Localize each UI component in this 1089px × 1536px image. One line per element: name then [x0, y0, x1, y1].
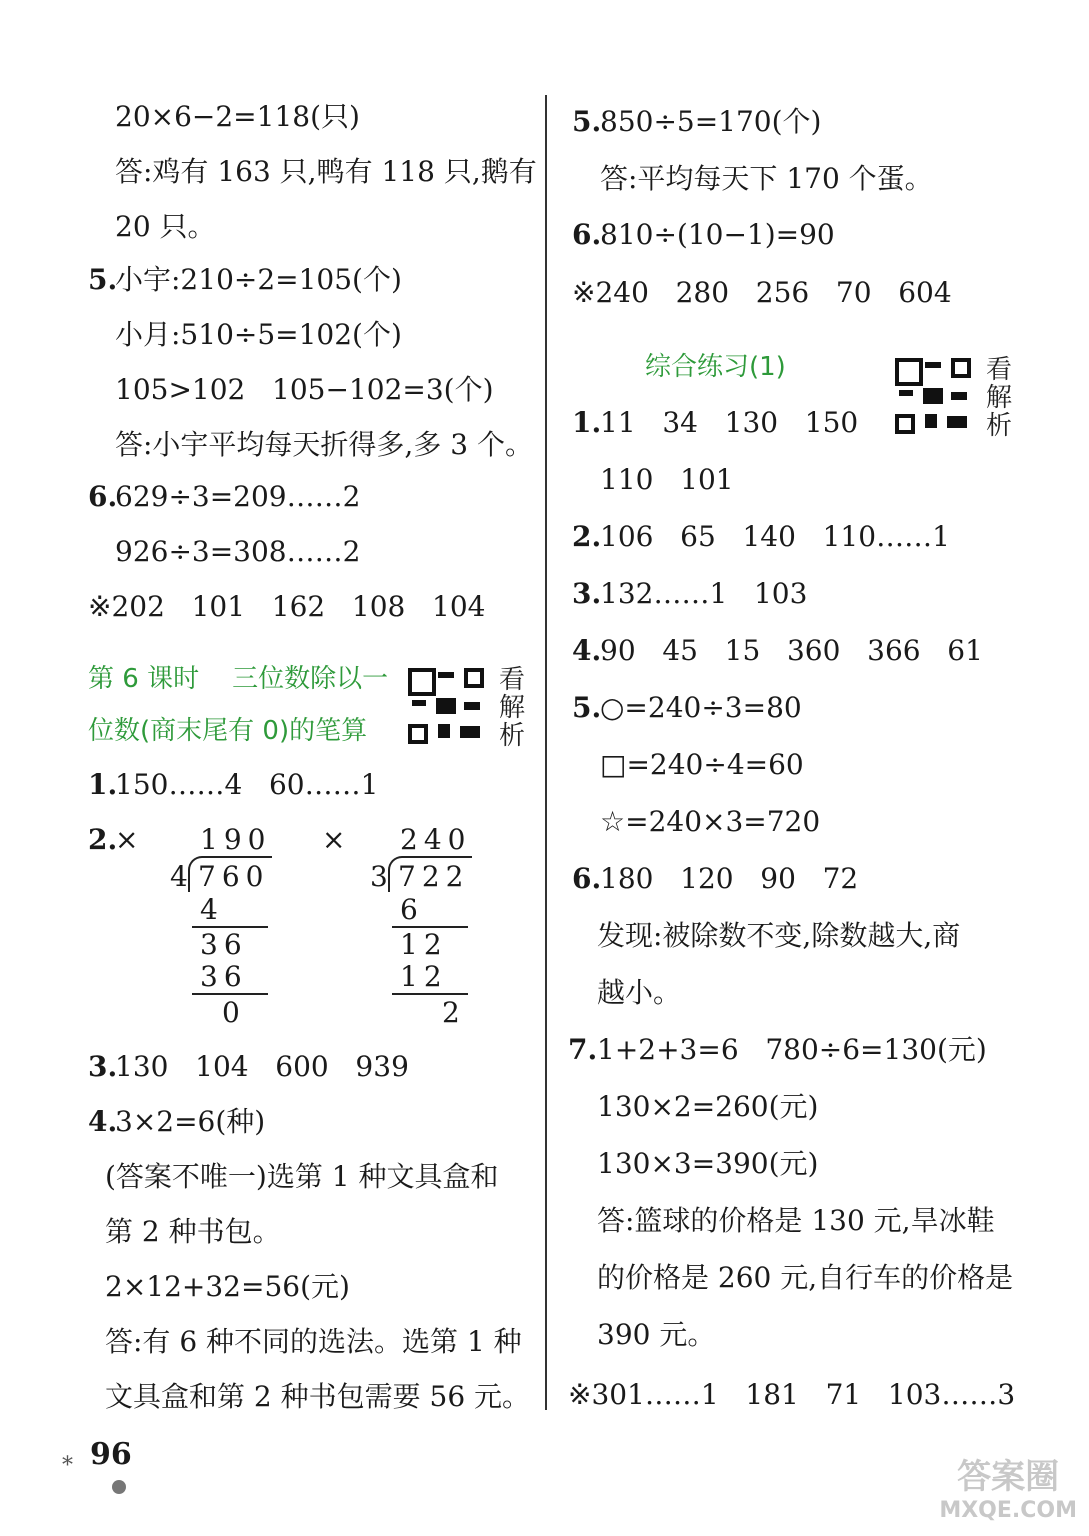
- text-line: 小宇:210÷2=105(个): [115, 263, 402, 296]
- division-step: 36: [200, 928, 248, 961]
- text-line: 150……4 60……1: [115, 768, 379, 801]
- text-line: □=240÷4=60: [600, 748, 804, 781]
- text-line: 629÷3=209……2: [115, 480, 361, 513]
- question-number: 6.: [88, 480, 118, 513]
- division-divisor: 3: [370, 860, 394, 893]
- question-number: 1.: [88, 768, 118, 801]
- watermark-text: 答案圈: [957, 1457, 1060, 1497]
- text-line: 130 104 600 939: [115, 1050, 409, 1083]
- text-line: 发现:被除数不变,除数越大,商: [597, 919, 961, 952]
- question-number: 5.: [88, 263, 118, 296]
- section-title: 位数(商末尾有 0)的笔算: [88, 716, 368, 746]
- question-number: 4.: [572, 634, 602, 667]
- page-number: 96: [90, 1437, 132, 1472]
- question-number: 5.: [572, 105, 602, 138]
- division-step: 4: [200, 893, 224, 926]
- text-line: 11 34 130 150: [600, 406, 859, 439]
- text-line: 小月:510÷5=102(个): [115, 318, 402, 351]
- section-title: 综合练习(1): [645, 352, 786, 382]
- text-line: 810÷(10−1)=90: [600, 218, 835, 251]
- question-number: 5.: [572, 691, 602, 724]
- text-line: (答案不唯一)选第 1 种文具盒和: [105, 1160, 499, 1193]
- qr-code-icon: [408, 668, 484, 744]
- question-number: 7.: [568, 1033, 598, 1066]
- text-line: 110 101: [600, 463, 734, 496]
- decoration-dot-icon: [112, 1480, 126, 1494]
- text-line: 答:平均每天下 170 个蛋。: [600, 162, 933, 195]
- division-step: 36: [200, 960, 248, 993]
- text-line: 越小。: [597, 976, 682, 1009]
- text-line: 20 只。: [115, 210, 216, 243]
- text-line: 答:鸡有 163 只,鸭有 118 只,鹅有: [115, 155, 537, 188]
- question-number: 2.: [88, 823, 118, 856]
- text-line: 132……1 103: [600, 577, 808, 610]
- text-line: 答:小宇平均每天折得多,多 3 个。: [115, 428, 533, 461]
- question-number: 2.: [572, 520, 602, 553]
- division-step: 12: [400, 960, 448, 993]
- qr-label: 看解析: [498, 665, 525, 751]
- text-line: 90 45 15 360 366 61: [600, 634, 983, 667]
- text-line: 926÷3=308……2: [115, 535, 361, 568]
- text-line: ※240 280 256 70 604: [572, 276, 952, 309]
- division-line: [192, 993, 268, 995]
- text-line: 20×6−2=118(只): [115, 100, 360, 133]
- text-line: ※202 101 162 108 104: [88, 590, 486, 623]
- text-line: 105>102 105−102=3(个): [115, 373, 494, 406]
- wrong-mark: ×: [115, 823, 139, 856]
- text-line: 130×2=260(元): [597, 1090, 819, 1123]
- text-line: 850÷5=170(个): [600, 105, 822, 138]
- text-line: 第 2 种书包。: [105, 1215, 281, 1248]
- section-title: 第 6 课时 三位数除以一: [88, 664, 389, 694]
- text-line: 答:篮球的价格是 130 元,旱冰鞋: [597, 1204, 995, 1237]
- division-step: 12: [400, 928, 448, 961]
- division-line: [392, 993, 468, 995]
- text-line: 106 65 140 110……1: [600, 520, 950, 553]
- text-line: ○=240÷3=80: [600, 691, 802, 724]
- question-number: 6.: [572, 218, 602, 251]
- division-dividend: 722: [398, 860, 470, 893]
- question-number: 3.: [572, 577, 602, 610]
- watermark-text: MXQE.COM: [939, 1498, 1077, 1523]
- text-line: 130×3=390(元): [597, 1147, 819, 1180]
- question-number: 3.: [88, 1050, 118, 1083]
- division-quotient: 190: [200, 823, 272, 856]
- question-number: 6.: [572, 862, 602, 895]
- text-line: 2×12+32=56(元): [105, 1270, 350, 1303]
- text-line: 180 120 90 72: [600, 862, 859, 895]
- qr-label: 看解析: [985, 355, 1012, 441]
- division-dividend: 760: [198, 860, 270, 893]
- division-step: 2: [442, 996, 466, 1029]
- text-line: 390 元。: [597, 1318, 716, 1351]
- division-step: 6: [400, 893, 424, 926]
- text-line: 答:有 6 种不同的选法。选第 1 种: [105, 1325, 522, 1358]
- question-number: 1.: [572, 406, 602, 439]
- text-line: ※301……1 181 71 103……3: [568, 1378, 1016, 1411]
- wrong-mark: ×: [322, 823, 346, 856]
- text-line: 3×2=6(种): [115, 1105, 266, 1138]
- text-line: ☆=240×3=720: [600, 805, 821, 838]
- division-step: 0: [222, 996, 246, 1029]
- division-quotient: 240: [400, 823, 472, 856]
- decoration-star-icon: ⁎: [62, 1446, 73, 1471]
- division-divisor: 4: [170, 860, 194, 893]
- column-divider: [545, 95, 547, 1410]
- text-line: 文具盒和第 2 种书包需要 56 元。: [105, 1380, 531, 1413]
- text-line: 1+2+3=6 780÷6=130(元): [597, 1033, 987, 1066]
- text-line: 的价格是 260 元,自行车的价格是: [597, 1261, 1014, 1294]
- watermark: [939, 1457, 1077, 1528]
- qr-code-icon: [895, 358, 971, 434]
- question-number: 4.: [88, 1105, 118, 1138]
